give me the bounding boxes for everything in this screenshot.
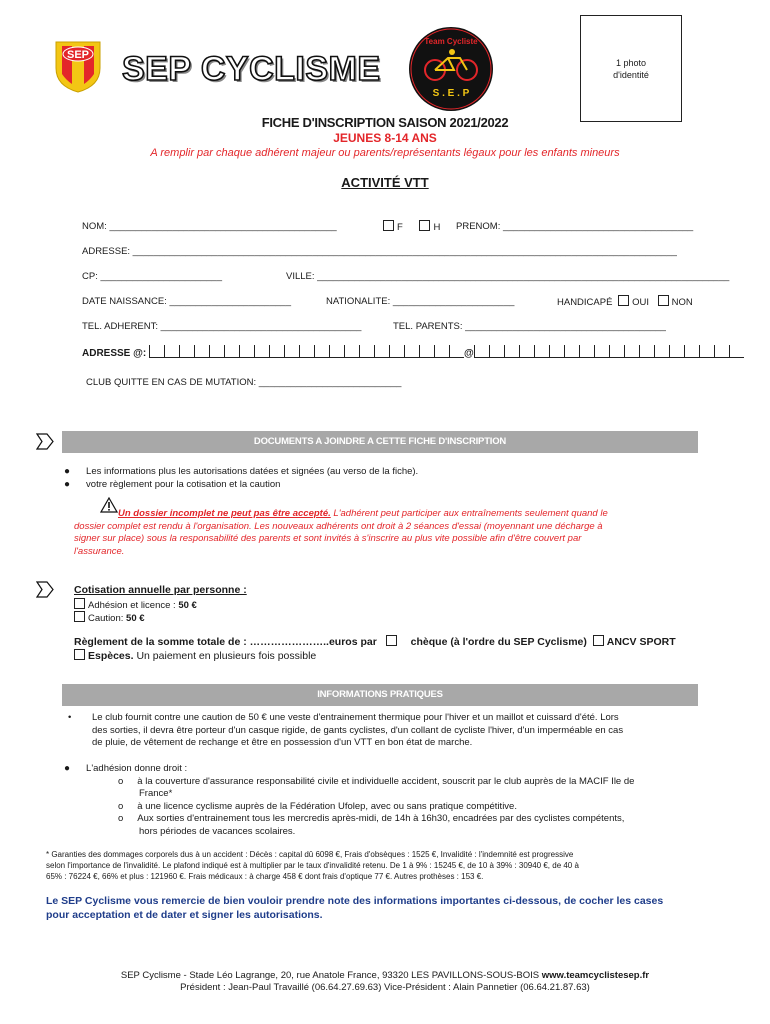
especes-line: Espèces. Un paiement en plusieurs fois possible: [74, 649, 316, 662]
activity-title: ACTIVITÉ VTT: [341, 175, 429, 190]
photo-placeholder[interactable]: [580, 15, 682, 122]
list-item: ● Les informations plus les autorisations datées et signées (au verso de la fiche).: [64, 466, 419, 477]
team-logo-bottom-text: S . E . P: [432, 88, 470, 99]
email-field[interactable]: [82, 345, 744, 361]
label-f: F: [397, 222, 403, 233]
checkbox-oui[interactable]: [618, 295, 629, 306]
cotisation-title: Cotisation annuelle par personne :: [74, 584, 247, 596]
sex-choice: [380, 220, 440, 233]
tel-adherent-field[interactable]: TEL. ADHERENT: ______________________________________: [82, 321, 362, 332]
checkbox-especes[interactable]: [74, 649, 85, 660]
form-title: FICHE D'INSCRIPTION SAISON 2021/2022: [261, 115, 509, 130]
photo-label-2: d'identité: [613, 70, 649, 80]
checkbox-cheque[interactable]: [386, 635, 397, 646]
checkbox-h[interactable]: [419, 220, 430, 231]
adresse-field[interactable]: ADRESSE: _______________________________________________________________________________________________________: [82, 246, 677, 257]
handicape-choice: [557, 295, 693, 308]
prenom-field[interactable]: PRENOM: ____________________________________: [456, 221, 694, 232]
tel-parents-field[interactable]: TEL. PARENTS: ______________________________________: [393, 321, 666, 332]
footer-website-link[interactable]: www.teamcyclistesep.fr: [541, 970, 650, 981]
adhesion-line: Adhésion et licence : 50 €: [74, 598, 197, 613]
email-domain-boxes[interactable]: [474, 345, 744, 361]
infos-banner: INFORMATIONS PRATIQUES: [62, 684, 698, 706]
remerciement-text: Le SEP Cyclisme vous remercie de bien vouloir prendre note des informations importantes ci-dessous, de cocher les cases pour acceptation et de dater et signer les autorisations.: [46, 895, 664, 921]
email-label: ADRESSE @:: [82, 348, 147, 359]
ville-field[interactable]: VILLE: ______________________________________________________________________________: [286, 271, 730, 282]
nom-field[interactable]: NOM: ___________________________________________: [82, 221, 337, 232]
label-non: NON: [671, 297, 693, 308]
checkbox-f[interactable]: [383, 220, 394, 231]
footer-address: SEP Cyclisme - Stade Léo Lagrange, 20, rue Anatole France, 93320 LES PAVILLONS-SOUS-BOIS: [120, 970, 542, 981]
fill-instructions: A remplir par chaque adhérent majeur ou parents/représentants légaux pour les enfants mineurs: [150, 147, 620, 159]
sep-logo-text: SEP: [66, 49, 90, 61]
incomplete-warning: Un dossier incomplet ne peut pas être accepté. L'adhérent peut participer aux entraînements seulement quand le dossier complet est rendu à l'organisation. Les nouveaux adhérents ont droit à 2 séances d'essai (moyennant une décharge à signer sur place) sous la responsabilité des parents et sont invités à s'inscrire au plus vite possible afin d'être couvert par l'assurance.: [74, 508, 608, 557]
photo-label-1: 1 photo: [615, 58, 647, 68]
footer: [0, 970, 770, 994]
chevron-right-icon: [36, 581, 54, 598]
club-title: SEP CYCLISME: [122, 50, 381, 88]
label-oui: OUI: [632, 297, 649, 308]
team-cycliste-logo: [408, 26, 494, 112]
droit-info: ● L'adhésion donne droit : o à la couverture d'assurance responsabilité civile et individuelle accident, souscrit par le club auprès de la MACIF Ile de France* o à une licence cyclisme auprès de la Fédération Ufolep, avec ou sans pratique compétitive. o Aux sorties d'entrainement tous les mercredis après-midi, de 14h à 16h30, encadrées par des cyclistes compétents, hors périodes de vacances scolaires.: [64, 763, 635, 837]
date-naissance-field[interactable]: DATE NAISSANCE: _______________________: [82, 296, 291, 307]
checkbox-caution[interactable]: [74, 611, 85, 622]
documents-banner: DOCUMENTS A JOINDRE A CETTE FICHE D'INSCRIPTION: [62, 431, 698, 453]
checkbox-adhesion[interactable]: [74, 598, 85, 609]
email-local-boxes[interactable]: [149, 345, 464, 361]
caution-line: Caution: 50 €: [74, 611, 145, 626]
chevron-right-icon: [36, 433, 54, 450]
handicape-label: HANDICAPÉ: [557, 297, 613, 308]
age-group: JEUNES 8-14 ANS: [333, 131, 437, 145]
caution-info: • Le club fournit contre une caution de 50 € une veste d'entrainement thermique pour l'hiver et un maillot et cuissard d'été. Lors des sorties, il devra être porteur d'un casque rigide, de gants cyclistes, d'un collant de cycliste l'hiver, d'un imperméable en cas de pluie, de vêtement de rechange et être en possession d'un VTT en bon état de marche.: [68, 712, 624, 748]
sep-shield-logo: [52, 38, 104, 94]
reglement-line: Règlement de la somme totale de : …………………..euros par chèque (à l'ordre du SEP Cyclisme) ANCV SPORT: [74, 636, 676, 648]
checkbox-ancv[interactable]: [593, 635, 604, 646]
team-logo-top-text: Team Cycliste: [424, 37, 478, 46]
footer-contacts: Président : Jean-Paul Travaillé (06.64.27.69.63) Vice-Président : Alain Pannetier (06.64.21.87.63): [180, 982, 590, 993]
club-quitte-field[interactable]: CLUB QUITTE EN CAS DE MUTATION: ___________________________: [86, 377, 402, 388]
garanties-note: * Garanties des dommages corporels dus à un accident : Décès : capital dû 6098 €, Frais d'obsèques : 1525 €, Invalidité : l'indemnité est progressive selon l'importance de l'invalidité. Le plafond indiqué est à multiplier par le taux d'invalidité retenu. De 1 à 9% : 15245 €, de 10 à 39% : 30940 €, de 40 à 65% : 76224 €, 66% et plus : 121960 €. Frais médicaux : à charge 458 € dont frais d'optique 77 €. Autres prothèses : 153 €.: [46, 850, 579, 881]
list-item: ● votre règlement pour la cotisation et la caution: [64, 478, 281, 490]
nationalite-field[interactable]: NATIONALITE: _______________________: [326, 296, 515, 307]
email-at: @: [464, 348, 474, 359]
checkbox-non[interactable]: [658, 295, 669, 306]
label-h: H: [433, 222, 441, 233]
documents-list: [64, 466, 418, 491]
cp-field[interactable]: CP: _______________________: [82, 271, 222, 282]
